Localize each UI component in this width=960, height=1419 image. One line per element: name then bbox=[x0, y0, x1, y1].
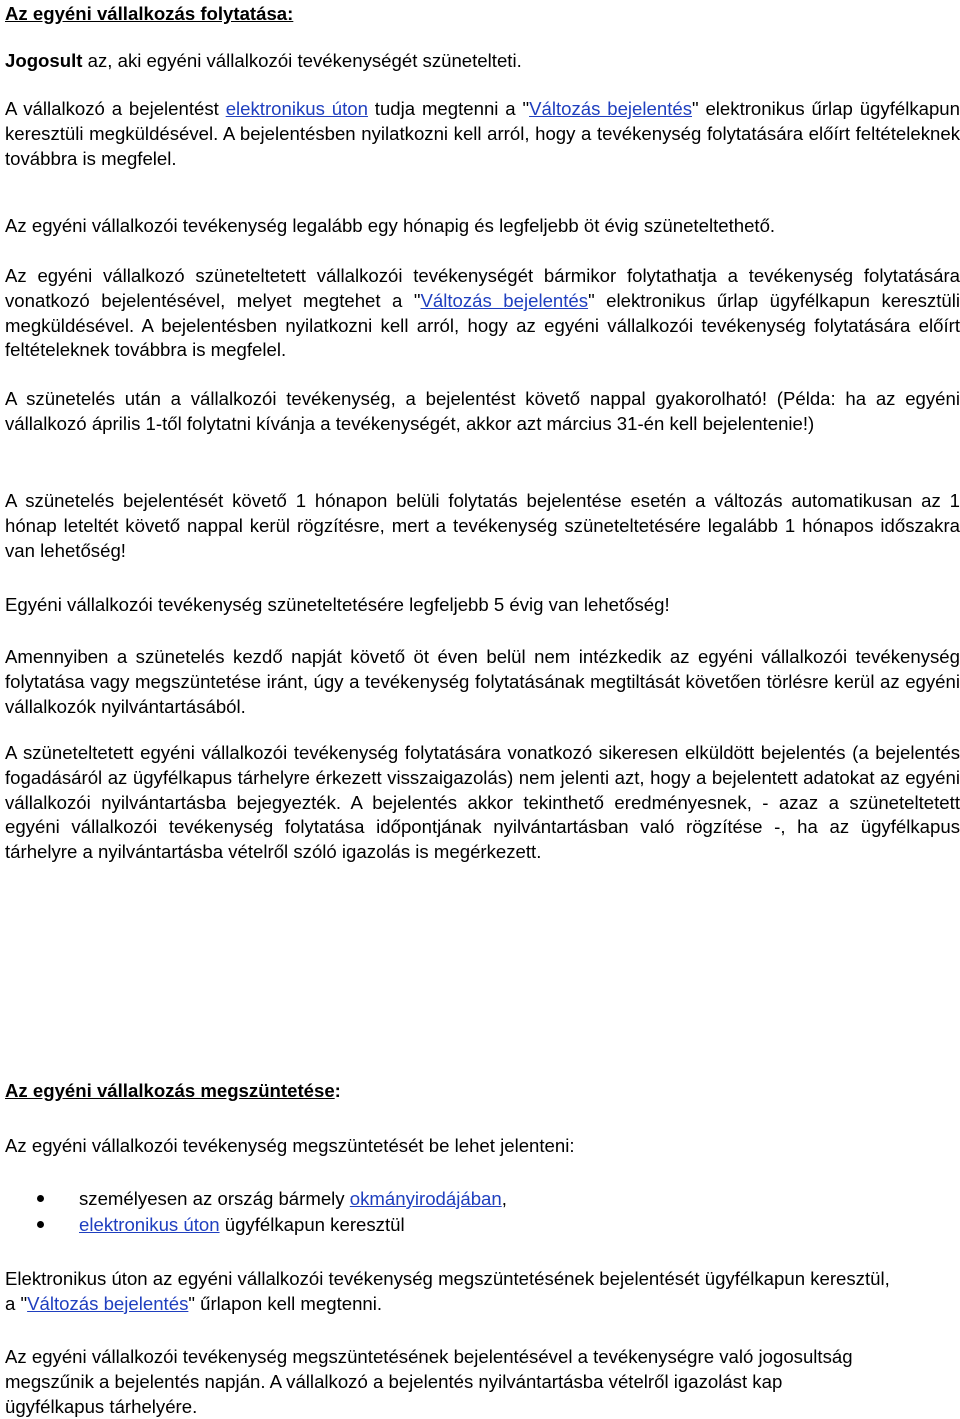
link-electronic-route[interactable]: elektronikus úton bbox=[79, 1214, 220, 1235]
paragraph-text: tudja megtenni a " bbox=[367, 98, 530, 119]
link-change-notification[interactable]: Változás bejelentés bbox=[420, 289, 589, 311]
link-change-notification[interactable]: Változás bejelentés bbox=[529, 98, 693, 119]
paragraph-confirmation: A szüneteltetett egyéni vállalkozói tevékenység folytatására vonatkozó sikeresen elküldött bejelentés (a bejelentés fogadásáról az ügyfélkapus tárhelyre érkezett visszaigazolás) nem jelenti azt, hogy a bejelentett adatokat az egyéni vállalkozói nyilvántartásba bejegyezték. A bejelentés akkor tekinthető eredményesnek, - azaz a szüneteltetett egyéni vállalkozói tevékenység folytatása időpontjának nyilvántartásban való rögzítése -, ha az ügyfélkapus tárhelyre a nyilvántartásba vételről szóló igazolás is megérkezett. bbox=[5, 742, 960, 863]
list-item-text: , bbox=[501, 1188, 507, 1209]
list-item bbox=[5, 1212, 960, 1238]
list-item bbox=[5, 1186, 960, 1212]
paragraph-eligibility bbox=[5, 49, 960, 74]
link-document-office[interactable]: okmányirodájában bbox=[349, 1188, 502, 1209]
paragraph-text: az, aki egyéni vállalkozói tevékenységét szünetelteti. bbox=[82, 50, 522, 71]
list-item-text: személyesen az ország bármely bbox=[79, 1188, 350, 1209]
list-item-text: ügyfélkapun keresztül bbox=[219, 1214, 405, 1235]
paragraph-example: A szünetelés után a vállalkozói tevékenység, a bejelentést követő nappal gyakorolható! (Példa: ha az egyéni vállalkozó április 1-től folytatni kívánja a tevékenységét, akkor azt március 31-én kell bejelentenie!) bbox=[5, 388, 960, 434]
paragraph-text: Az egyéni vállalkozó szüneteltetett vállalkozói tevékenységét bármikor folytathatja a tevékenység folytatására vonatkozó bejelentésével, melyet megtehet a " bbox=[5, 265, 960, 311]
bullet-icon bbox=[37, 1195, 44, 1202]
paragraph-electronic-termination bbox=[5, 1267, 905, 1317]
section-heading-continuation: Az egyéni vállalkozás folytatása: bbox=[5, 3, 294, 24]
bullet-icon bbox=[37, 1221, 44, 1228]
paragraph-can-report: Az egyéni vállalkozói tevékenység megszüntetését be lehet jelenteni: bbox=[5, 1135, 575, 1156]
paragraph-text: Elektronikus úton az egyéni vállalkozói tevékenység megszüntetésének bejelentését ügyfélkapun keresztül, a " bbox=[5, 1268, 890, 1314]
paragraph-deletion: Amennyiben a szünetelés kezdő napját követő öt éven belül nem intézkedik az egyéni vállalkozói tevékenység folytatása vagy megszüntetése iránt, úgy a tevékenység folytatásának megtiltását követően törlésre kerül az egyéni vállalkozók nyilvántartásából. bbox=[5, 646, 960, 717]
link-change-notification[interactable]: Változás bejelentés bbox=[27, 1292, 189, 1314]
paragraph-text: " elektronikus űrlap ügyfélkapun keresztüli megküldésével. A bejelentésben nyilatkozni kell arról, hogy a tevékenység folytatására előírt feltételeknek továbbra is megfelel. bbox=[5, 98, 960, 169]
paragraph-text: A vállalkozó a bejelentést bbox=[5, 98, 226, 119]
paragraph-one-month: A szünetelés bejelentését követő 1 hónapon belüli folytatás bejelentése esetén a változás automatikusan az 1 hónap leteltét követő nappal kerül rögzítésre, mert a tevékenység szüneteltetésére legalább 1 hónapos időszakra van lehetőség! bbox=[5, 490, 960, 561]
paragraph-text: " űrlapon kell megtenni. bbox=[188, 1292, 383, 1314]
bullet-list bbox=[5, 1186, 960, 1238]
paragraph-termination-effect: Az egyéni vállalkozói tevékenység megszüntetésének bejelentésével a tevékenységre való jogosultság megszűnik a bejelentés napján. A vállalkozó a bejelentés nyilvántartásba vételről igazolást kap ügyfélkapus tárhelyére. bbox=[5, 1346, 853, 1417]
paragraph-resume bbox=[5, 264, 960, 363]
paragraph-suspension-period: Az egyéni vállalkozói tevékenység legalább egy hónapig és legfeljebb öt évig szüneteltethető. bbox=[5, 215, 776, 236]
paragraph-five-years: Egyéni vállalkozói tevékenység szüneteltetésére legfeljebb 5 évig van lehetőség! bbox=[5, 594, 670, 615]
link-electronic-route[interactable]: elektronikus úton bbox=[225, 98, 368, 119]
bold-term: Jogosult bbox=[5, 50, 83, 71]
section-heading-termination bbox=[5, 1079, 960, 1104]
heading-text: Az egyéni vállalkozás megszüntetése bbox=[5, 1080, 335, 1101]
paragraph-notification bbox=[5, 97, 960, 171]
heading-colon: : bbox=[334, 1080, 341, 1101]
paragraph-text: " elektronikus űrlap ügyfélkapun keresztüli megküldésével. A bejelentésben nyilatkozni kell arról, hogy az egyéni vállalkozói tevékenység folytatására előírt feltételeknek továbbra is megfelel. bbox=[5, 289, 960, 361]
